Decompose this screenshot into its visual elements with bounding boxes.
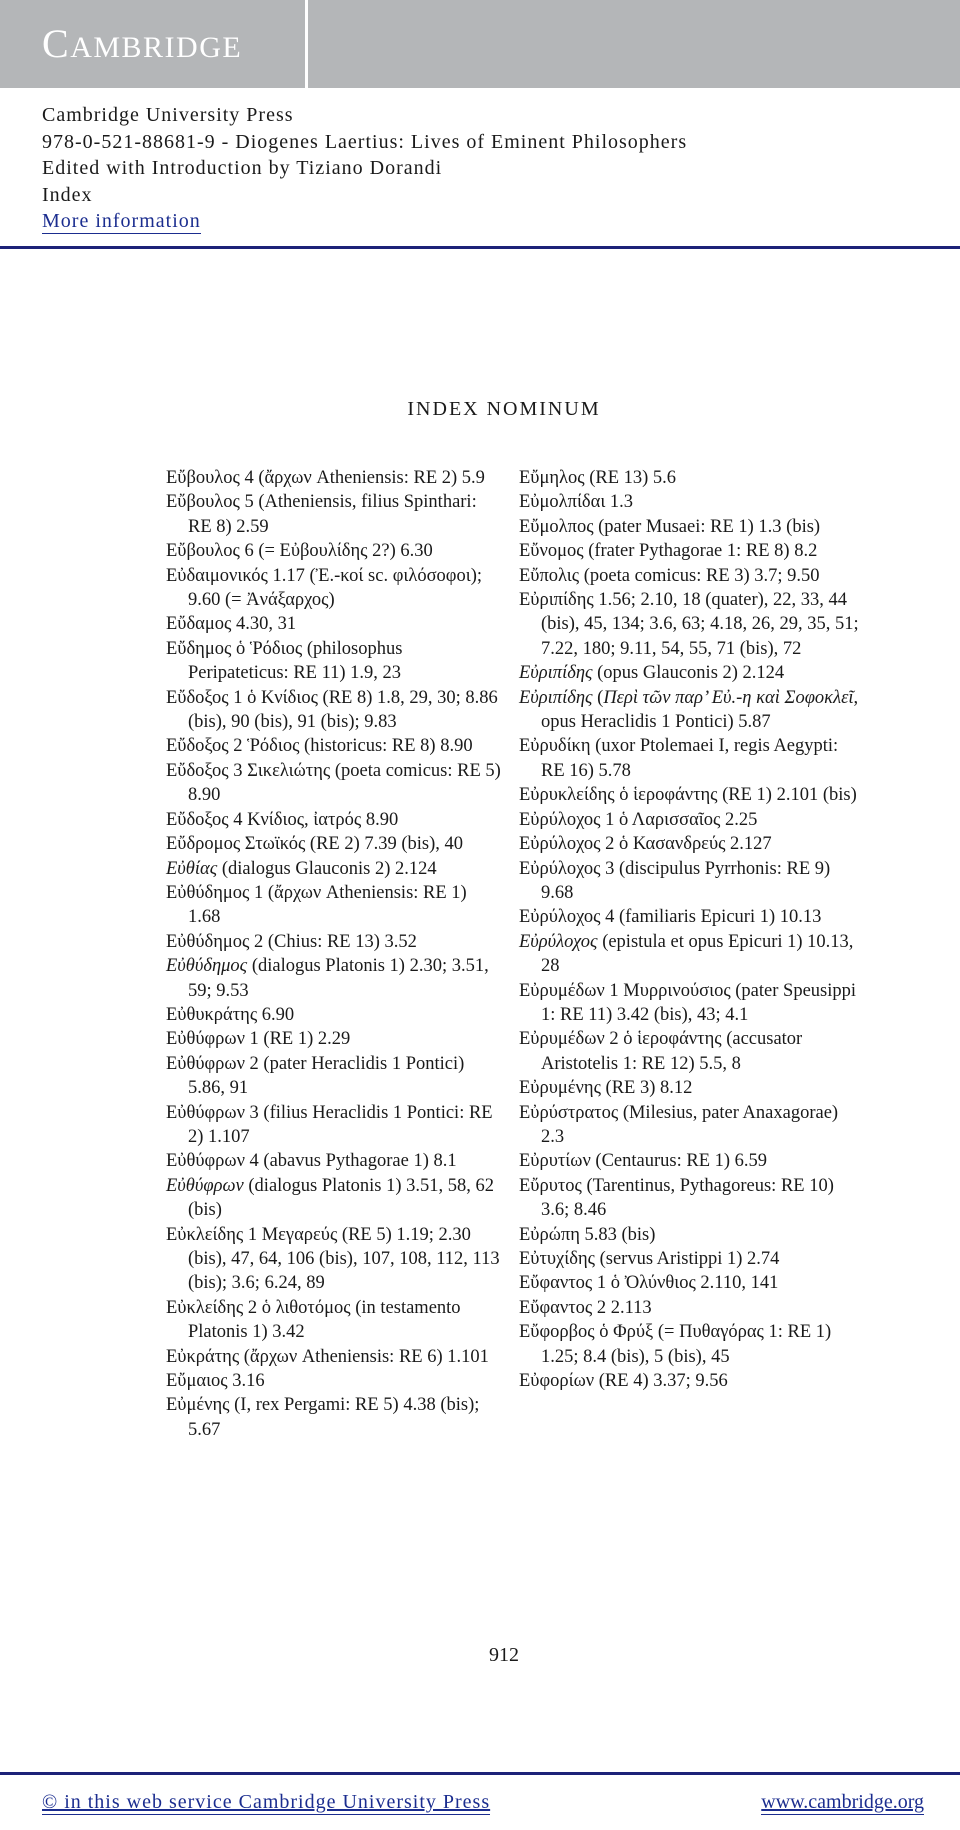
index-entry xyxy=(519,1271,859,1295)
index-entry xyxy=(519,588,859,661)
index-entry xyxy=(166,1101,501,1150)
cambridge-banner xyxy=(0,0,960,88)
banner-divider xyxy=(305,0,308,88)
entry-text: Εὐφορίων (RE 4) 3.37; 9.56 xyxy=(519,1371,728,1392)
publisher-line: Cambridge University Press xyxy=(42,104,294,126)
entry-text: Εὔβουλος 6 (= Εὐβουλίδης 2?) 6.30 xyxy=(166,541,433,562)
index-entry xyxy=(519,1027,859,1076)
entry-text: Εὔδοξος 4 Κνίδιος, ἰατρός 8.90 xyxy=(166,809,399,830)
entry-text: Εὐμένης (I, rex Pergami: RE 5) 4.38 (bis); 5.67 xyxy=(166,1395,480,1440)
index-entry xyxy=(519,930,859,979)
entry-text: Εὔδοξος 2 Ῥόδιος (historicus: RE 8) 8.90 xyxy=(166,736,473,757)
entry-text: Εὐκράτης (ἄρχων Atheniensis: RE 6) 1.101 xyxy=(166,1346,489,1367)
index-entry xyxy=(166,466,501,490)
entry-text: (dialogus Platonis 1) 3.51, 58, 62 (bis) xyxy=(188,1175,495,1221)
index-entry xyxy=(519,1296,859,1320)
entry-text: Εὐδαιμονικός 1.17 (Ἐ.-κοί sc. φιλόσοφοι); 9.60 (= Ἀνάξαρχος) xyxy=(166,565,482,611)
entry-text: Εὐρυδίκη (uxor Ptolemaei I, regis Aegypti: RE 16) 5.78 xyxy=(519,736,839,781)
entry-text: (epistula et opus Epicuri 1) 10.13, 28 xyxy=(541,931,854,977)
entry-text: , opus Heraclidis 1 Pontici) 5.87 xyxy=(541,687,859,733)
index-entry xyxy=(519,1320,859,1369)
entry-text: (dialogus Platonis 1) 2.30; 3.51, 59; 9.53 xyxy=(188,956,489,1001)
index-heading: INDEX NOMINUM xyxy=(407,398,601,420)
entry-title-italic: Εὐρύλοχος xyxy=(519,931,598,952)
entry-text: Εὐρυμέδων 1 Μυρρινούσιος (pater Speusippi 1: RE 11) 3.42 (bis), 43; 4.1 xyxy=(519,980,857,1025)
entry-text: Εὐτυχίδης (servus Aristippi 1) 2.74 xyxy=(519,1249,780,1269)
entry-text: Εὔφαντος 2 2.113 xyxy=(519,1297,652,1318)
entry-text: Εὐρυκλείδης ὁ ἱεροφάντης (RE 1) 2.101 (bis) xyxy=(519,785,857,806)
website-link[interactable]: www.cambridge.org xyxy=(761,1791,924,1813)
entry-text: Εὐριπίδης 1.56; 2.10, 18 (quater), 22, 33, 44 (bis), 45, 134; 3.6, 63; 4.18, 26, 29, 35, 51; 7.22, 180; 9.11, 54, 55, 71 (bis), 72 xyxy=(519,590,859,659)
index-entry xyxy=(519,1223,859,1247)
index-entry xyxy=(166,1027,501,1051)
index-entry xyxy=(166,1149,501,1173)
index-entry xyxy=(519,686,859,735)
entry-text: Εὐθύφρων 2 (pater Heraclidis 1 Pontici) 5.86, 91 xyxy=(166,1053,465,1099)
page-number: 912 xyxy=(489,1644,519,1666)
index-entry xyxy=(519,490,859,514)
index-entry xyxy=(166,759,501,808)
entry-title-italic: Εὐριπίδης xyxy=(519,687,593,708)
entry-text: Εὐθύφρων 3 (filius Heraclidis 1 Pontici: RE 2) 1.107 xyxy=(166,1102,493,1147)
entry-text: Εὔδρομος Στωϊκός (RE 2) 7.39 (bis), 40 xyxy=(166,834,464,855)
entry-text: Εὔπολις (poeta comicus: RE 3) 3.7; 9.50 xyxy=(519,565,820,586)
entry-text: Εὔφαντος 1 ὁ Ὀλύνθιος 2.110, 141 xyxy=(519,1273,779,1294)
entry-title-italic: Εὐθύδημος xyxy=(166,956,248,977)
index-entry xyxy=(519,857,859,906)
entry-title-italic: Εὐθύφρων xyxy=(166,1175,244,1196)
entry-text: Εὔδοξος 3 Σικελιώτης (poeta comicus: RE 5) 8.90 xyxy=(166,760,501,806)
entry-text: Εὐκλείδης 1 Μεγαρεύς (RE 5) 1.19; 2.30 (bis), 47, 64, 106 (bis), 107, 108, 112, 113 (bis); 3.6; 6.24, 89 xyxy=(166,1224,500,1294)
index-entry xyxy=(519,979,859,1028)
entry-text: Εὔβουλος 4 (ἄρχων Atheniensis: RE 2) 5.9 xyxy=(166,468,485,488)
index-entry xyxy=(519,734,859,783)
index-entry xyxy=(519,1076,859,1100)
entry-text: Εὔρυτος (Tarentinus, Pythagoreus: RE 10) 3.6; 8.46 xyxy=(519,1175,834,1221)
index-entry xyxy=(166,1052,501,1101)
entry-text: Εὔδαμος 4.30, 31 xyxy=(166,614,297,635)
entry-text: Εὔφορβος ὁ Φρύξ (= Πυθαγόρας 1: RE 1) 1.25; 8.4 (bis), 5 (bis), 45 xyxy=(519,1322,832,1367)
index-entry xyxy=(166,954,501,1003)
more-information-link[interactable]: More information xyxy=(42,210,201,232)
entry-text: Εὐρώπη 5.83 (bis) xyxy=(519,1224,656,1245)
entry-text: Εὐρύλοχος 1 ὁ Λαρισσαῖος 2.25 xyxy=(519,809,758,830)
cambridge-logo xyxy=(42,20,242,67)
index-entry xyxy=(166,1369,501,1393)
index-entry xyxy=(519,905,859,929)
entry-text: Εὔδημος ὁ Ῥόδιος (philosophus Peripateticus: RE 11) 1.9, 23 xyxy=(166,638,403,684)
section-line: Index xyxy=(42,183,93,206)
entry-text: Εὔμαιος 3.16 xyxy=(166,1371,265,1392)
isbn-title-line: 978-0-521-88681-9 - Diogenes Laertius: Lives of Eminent Philosophers xyxy=(42,130,688,153)
index-entry xyxy=(519,1247,859,1271)
entry-title-italic: Εὐθίας xyxy=(166,858,218,879)
index-entry xyxy=(519,466,859,490)
index-entry xyxy=(519,808,859,832)
index-entry xyxy=(166,1174,501,1223)
index-column-right xyxy=(519,466,859,1393)
index-entry xyxy=(519,539,859,563)
index-entry xyxy=(519,783,859,807)
index-entry xyxy=(166,857,501,881)
logo-initial: C xyxy=(42,21,71,66)
index-entry xyxy=(166,612,501,636)
index-entry xyxy=(166,686,501,735)
header-rule xyxy=(0,246,960,249)
index-entry xyxy=(519,661,859,685)
index-entry xyxy=(519,1369,859,1393)
entry-text: Εὐμολπίδαι 1.3 xyxy=(519,492,634,513)
index-entry xyxy=(166,1345,501,1369)
index-entry xyxy=(166,539,501,563)
copyright-link[interactable]: © in this web service Cambridge University Press xyxy=(42,1791,491,1813)
index-entry xyxy=(166,734,501,758)
index-entry xyxy=(519,1174,859,1223)
entry-text: ( xyxy=(592,687,604,708)
entry-title-italic: Περὶ τῶν παρ’ Εὐ.-η καὶ Σοφοκλεῖ xyxy=(603,687,854,708)
index-entry xyxy=(166,930,501,954)
index-entry xyxy=(166,564,501,613)
entry-text: Εὔμηλος (RE 13) 5.6 xyxy=(519,468,677,488)
entry-text: Εὐρυτίων (Centaurus: RE 1) 6.59 xyxy=(519,1151,768,1172)
entry-title-italic: Εὐριπίδης xyxy=(519,663,593,684)
index-entry xyxy=(519,832,859,856)
entry-text: Εὔδοξος 1 ὁ Κνίδιος (RE 8) 1.8, 29, 30; 8.86 (bis), 90 (bis), 91 (bis); 9.83 xyxy=(166,687,498,733)
footer-rule xyxy=(0,1772,960,1775)
index-column-left xyxy=(166,466,501,1442)
index-entry xyxy=(166,1003,501,1027)
book-metadata xyxy=(42,102,687,235)
index-entry xyxy=(166,808,501,832)
entry-text: Εὐρύλοχος 4 (familiaris Epicuri 1) 10.13 xyxy=(519,907,822,928)
editor-line: Edited with Introduction by Tiziano Dorandi xyxy=(42,157,443,179)
entry-text: Εὐρυμέδων 2 ὁ ἱεροφάντης (accusator Aristotelis 1: RE 12) 5.5, 8 xyxy=(519,1029,803,1074)
entry-text: (dialogus Glauconis 2) 2.124 xyxy=(217,858,437,879)
index-entry xyxy=(519,564,859,588)
index-entry xyxy=(166,1296,501,1345)
entry-text: Εὐρυμένης (RE 3) 8.12 xyxy=(519,1078,693,1099)
entry-text: Εὐθύφρων 4 (abavus Pythagorae 1) 8.1 xyxy=(166,1151,457,1172)
entry-text: Εὐθύδημος 2 (Chius: RE 13) 3.52 xyxy=(166,931,417,952)
index-entry xyxy=(166,1223,501,1296)
entry-text: Εὐρύλοχος 3 (discipulus Pyrrhonis: RE 9) 9.68 xyxy=(519,858,831,903)
entry-text: Εὐθύφρων 1 (RE 1) 2.29 xyxy=(166,1029,351,1050)
entry-text: Εὐκλείδης 2 ὁ λιθοτόμος (in testamento Platonis 1) 3.42 xyxy=(166,1297,461,1343)
entry-text: Εὔμολπος (pater Musaei: RE 1) 1.3 (bis) xyxy=(519,516,821,537)
index-entry xyxy=(166,637,501,686)
index-entry xyxy=(166,832,501,856)
index-entry xyxy=(519,1149,859,1173)
entry-text: Εὔνομος (frater Pythagorae 1: RE 8) 8.2 xyxy=(519,541,818,562)
entry-text: Εὐρύστρατος (Milesius, pater Anaxagorae) 2.3 xyxy=(519,1102,839,1147)
entry-text: Εὐρύλοχος 2 ὁ Κασανδρεύς 2.127 xyxy=(519,834,772,855)
logo-rest: AMBRIDGE xyxy=(70,31,243,64)
index-entry xyxy=(519,1101,859,1150)
index-entry xyxy=(166,1393,501,1442)
index-entry xyxy=(166,490,501,539)
entry-text: Εὐθυκράτης 6.90 xyxy=(166,1004,295,1025)
entry-text: (opus Glauconis 2) 2.124 xyxy=(592,663,785,684)
index-entry xyxy=(166,881,501,930)
index-entry xyxy=(519,515,859,539)
entry-text: Εὔβουλος 5 (Atheniensis, filius Spinthari: RE 8) 2.59 xyxy=(166,492,477,537)
entry-text: Εὐθύδημος 1 (ἄρχων Atheniensis: RE 1) 1.68 xyxy=(166,882,467,928)
